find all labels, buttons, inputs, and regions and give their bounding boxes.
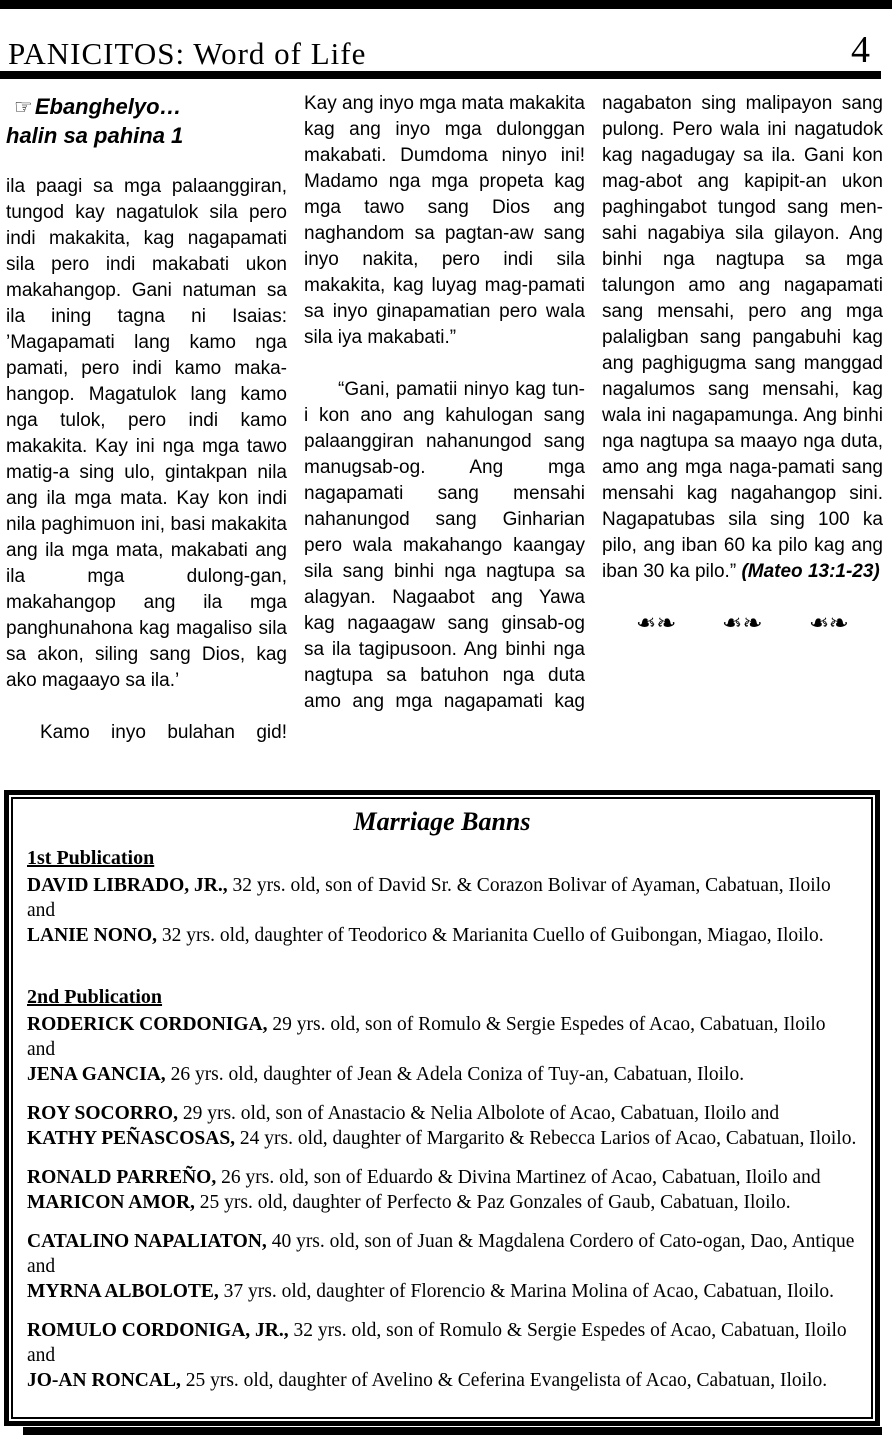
groom-name: CATALINO NAPALIATON, [27, 1231, 267, 1252]
bride-detail: 25 yrs. old, daughter of Perfecto & Paz Gonzales of Gaub, Cabatuan, Iloilo. [194, 1192, 791, 1213]
bride-name: LANIE NONO, [27, 925, 158, 946]
groom-detail: 29 yrs. old, son of Romulo & Sergie Espedes of Acao, Cabatuan, Iloilo and [27, 1014, 826, 1060]
column-1 [6, 91, 287, 772]
top-border-bar [0, 0, 892, 9]
bride-detail: 25 yrs. old, daughter of Avelino & Ceferina Evangelista of Acao, Cabatuan, Iloilo. [180, 1370, 828, 1391]
groom-name: ROMULO CORDONIGA, JR., [27, 1320, 289, 1341]
publication-1-label: 1st Publication [27, 847, 155, 869]
floral-ornament-icon: ❧ ❧ [808, 610, 849, 637]
bride-name: MARICON AMOR, [27, 1192, 195, 1213]
newsletter-title: PANICITOS: Word of Life [8, 36, 367, 71]
banns-entry [27, 1012, 857, 1087]
groom-name: ROY SOCORRO, [27, 1103, 178, 1124]
banns-entry [27, 1101, 857, 1151]
bride-detail: 24 yrs. old, daughter of Margarito & Rebecca Larios of Acao, Cabatuan, Iloilo. [235, 1128, 857, 1149]
publication-2-label: 2nd Publication [27, 986, 163, 1008]
article-body [0, 79, 892, 772]
paragraph: Kay ang inyo mga mata makakita kag ang inyo mga dulonggan makabati. Dumdoma ninyo ini! Madamo nga mga propeta kag mga tawo sang Dios ang naghandom sa pagtan-aw sang inyo nakita, pero indi sila makakita, kag luyag mag-pamati sa inyo ginapamatian pero wala sila iya makabati.” [304, 93, 585, 348]
groom-name: RODERICK CORDONIGA, [27, 1014, 268, 1035]
pointing-hand-icon: ☞ [14, 96, 33, 119]
groom-detail: 32 yrs. old, son of David Sr. & Corazon Bolivar of Ayaman, Cabatuan, Iloilo and [27, 875, 831, 921]
bride-name: JENA GANCIA, [27, 1064, 166, 1085]
bride-detail: 37 yrs. old, daughter of Florencio & Marina Molina of Acao, Cabatuan, Iloilo. [218, 1281, 834, 1302]
heading-title: Ebanghelyo… [34, 94, 182, 119]
groom-detail: 32 yrs. old, son of Romulo & Sergie Espedes of Acao, Cabatuan, Iloilo and [27, 1320, 847, 1366]
groom-detail: 29 yrs. old, son of Anastacio & Nelia Albolote of Acao, Cabatuan, Iloilo and [177, 1103, 780, 1124]
scripture-citation: (Mateo 13:1-23) [741, 561, 880, 582]
bride-name: KATHY PEÑASCOSAS, [27, 1128, 236, 1149]
paragraph-text: nagabaton sing malipayon sang pulong. Pero wala ini nagatudok kag nagadugay sa ila. Gani kon mag-abot ang kapipit-an ukon paghingabot tungod sang men-sahi nagabiya sila gilayon. Ang binhi nga nagtupa sa mga talungon amo ang nagapamati sang mensahi, pero ang mga palaligban sang pangabuhi kag ang paghigugma sang manggad nagalumos sang mensahi, kag wala ini nagapamunga. Ang binhi nga nagtupa sa maayo nga duta, amo ang mga naga-pamati sang mensahi kag nagahangop sini. Nagapatubas sila sing 100 ka pilo, ang iban 60 ka pilo kag ang iban 30 ka pilo.” [602, 93, 883, 582]
marriage-banns-box [4, 790, 880, 1426]
floral-ornament-icon: ❧ ❧ [722, 610, 763, 637]
banns-title: Marriage Banns [353, 807, 531, 836]
banns-entry [27, 1318, 857, 1393]
article-continuation-heading [6, 93, 287, 150]
bride-detail: 32 yrs. old, daughter of Teodorico & Marianita Cuello of Guibongan, Miagao, Iloilo. [157, 925, 824, 946]
masthead [0, 9, 892, 71]
groom-name: RONALD PARREÑO, [27, 1167, 217, 1188]
paragraph: “Gani, pamatii ninyo kag tun-i kon ano ang kahulogan sang palaanggiran nahanungod sang manugsab-og. Ang mga nagapamati sang mensahi nahanungod sang Ginharian pero wala makahango kaangay sila sang binhi nga nagtupa sa alagyan. Nagaabot ang Yawa kag nagaagaw sang ginsab-og sa ila tagipusoon. Ang binhi nga nagtupa sa batuhon nga duta amo ang mga nagapamati kag [304, 379, 585, 712]
banns-entry [27, 873, 857, 948]
banns-entry [27, 1229, 857, 1304]
floral-ornament-icon: ❧ ❧ [636, 610, 677, 637]
bride-name: JO-AN RONCAL, [27, 1370, 181, 1391]
bride-detail: 26 yrs. old, daughter of Jean & Adela Coniza of Tuy-an, Cabatuan, Iloilo. [165, 1064, 745, 1085]
heading-subtitle: halin sa pahina 1 [6, 123, 184, 148]
groom-detail: 40 yrs. old, son of Juan & Magdalena Cordero of Cato-ogan, Dao, Antique and [27, 1231, 855, 1277]
groom-detail: 26 yrs. old, son of Eduardo & Divina Martinez of Acao, Cabatuan, Iloilo and [216, 1167, 821, 1188]
paragraph [602, 91, 883, 585]
column-3 [602, 91, 883, 772]
paragraph: Kamo inyo bulahan gid! [40, 722, 287, 743]
ornament-row [602, 611, 883, 637]
paragraph: ila paagi sa mga palaanggiran, tungod kay nagatulok sila pero indi makakita, kag nagapamati sila pero indi makabati ukon makahangop. Gani natuman sa ila ining tagna ni Isaias: ’Magapamati lang kamo nga pamati, pero indi kamo maka-hangop. Magatulok lang kamo nga tulok, pero indi kamo makakita. Kay ini nga mga tawo matig-a sing ulo, gintakpan nila ang ila mga mata. Kay kon indi nila paghimuon ini, basi makakita ang ila mga mata, makabati ang ila mga dulong-gan, makahangop ang ila mga panghunahona kag magaliso sila sa akon, siling sang Dios, kag ako magaayo sa ila.’ [6, 176, 287, 691]
page-number: 4 [851, 29, 870, 71]
bride-name: MYRNA ALBOLOTE, [27, 1281, 219, 1302]
column-2 [304, 91, 585, 772]
groom-name: DAVID LIBRADO, JR., [27, 875, 228, 896]
header-rule [0, 71, 881, 79]
banns-entry [27, 1165, 857, 1215]
